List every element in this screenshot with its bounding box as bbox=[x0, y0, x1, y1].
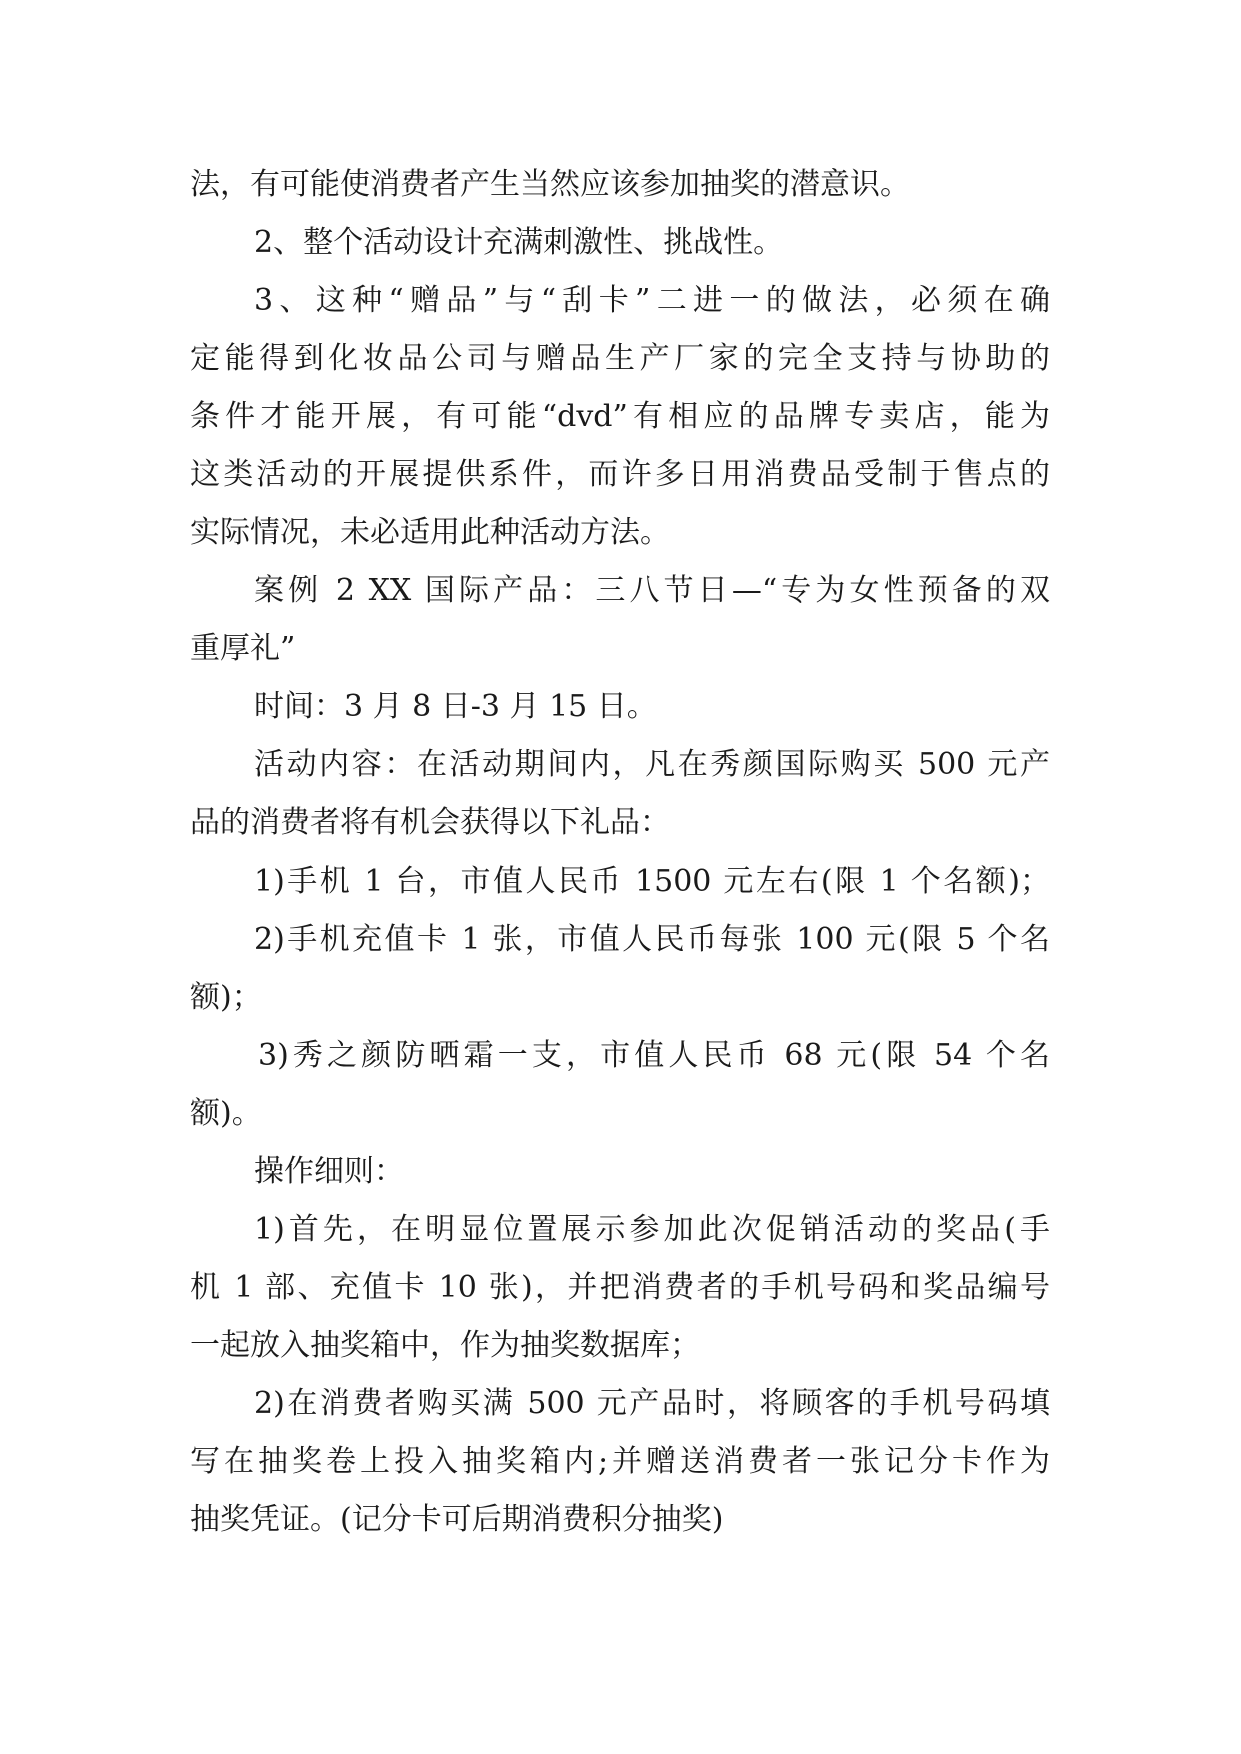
text-line: 1)首先，在明显位置展示参加此次促销活动的奖品(手 bbox=[254, 1212, 1050, 1247]
text-line: 2)在消费者购买满 500 元产品时，将顾客的手机号码填 bbox=[254, 1386, 1050, 1421]
text-line: 实际情况，未必适用此种活动方法。 bbox=[190, 515, 670, 550]
text-line: 这类活动的开展提供系件，而许多日用消费品受制于售点的 bbox=[190, 457, 1050, 492]
text-line: 活动内容：在活动期间内，凡在秀颜国际购买 500 元产 bbox=[254, 747, 1050, 782]
text-line: 写在抽奖卷上投入抽奖箱内;并赠送消费者一张记分卡作为 bbox=[190, 1444, 1050, 1479]
text-line: 3、这种“赠品”与“刮卡”二进一的做法，必须在确 bbox=[254, 283, 1050, 318]
text-line: 案例 2 XX 国际产品：三八节日—“专为女性预备的双 bbox=[254, 573, 1050, 608]
text-line: 条件才能开展，有可能“dvd”有相应的品牌专卖店，能为 bbox=[190, 399, 1050, 434]
text-line: 额)。 bbox=[190, 1096, 262, 1131]
text-line: 一起放入抽奖箱中，作为抽奖数据库； bbox=[190, 1328, 700, 1363]
text-line: 1)手机 1 台，市值人民币 1500 元左右(限 1 个名额)； bbox=[254, 864, 1050, 899]
text-line: 额)； bbox=[190, 980, 262, 1015]
text-line: 定能得到化妆品公司与赠品生产厂家的完全支持与协助的 bbox=[190, 341, 1050, 376]
text-line: 重厚礼” bbox=[190, 631, 296, 666]
text-line: 机 1 部、充值卡 10 张)，并把消费者的手机号码和奖品编号 bbox=[190, 1270, 1050, 1305]
text-line: 法，有可能使消费者产生当然应该参加抽奖的潜意识。 bbox=[190, 167, 910, 202]
text-line: 时间：3 月 8 日-3 月 15 日。 bbox=[254, 689, 657, 724]
text-line: 2)手机充值卡 1 张，市值人民币每张 100 元(限 5 个名 bbox=[254, 922, 1050, 957]
text-line: 2、整个活动设计充满刺激性、挑战性。 bbox=[254, 225, 784, 260]
text-line: 抽奖凭证。(记分卡可后期消费积分抽奖) bbox=[190, 1502, 724, 1537]
text-line: 3)秀之颜防晒霜一支，市值人民币 68 元(限 54 个名 bbox=[258, 1038, 1050, 1073]
text-line: 操作细则： bbox=[254, 1154, 404, 1189]
text-line: 品的消费者将有机会获得以下礼品： bbox=[190, 805, 670, 840]
